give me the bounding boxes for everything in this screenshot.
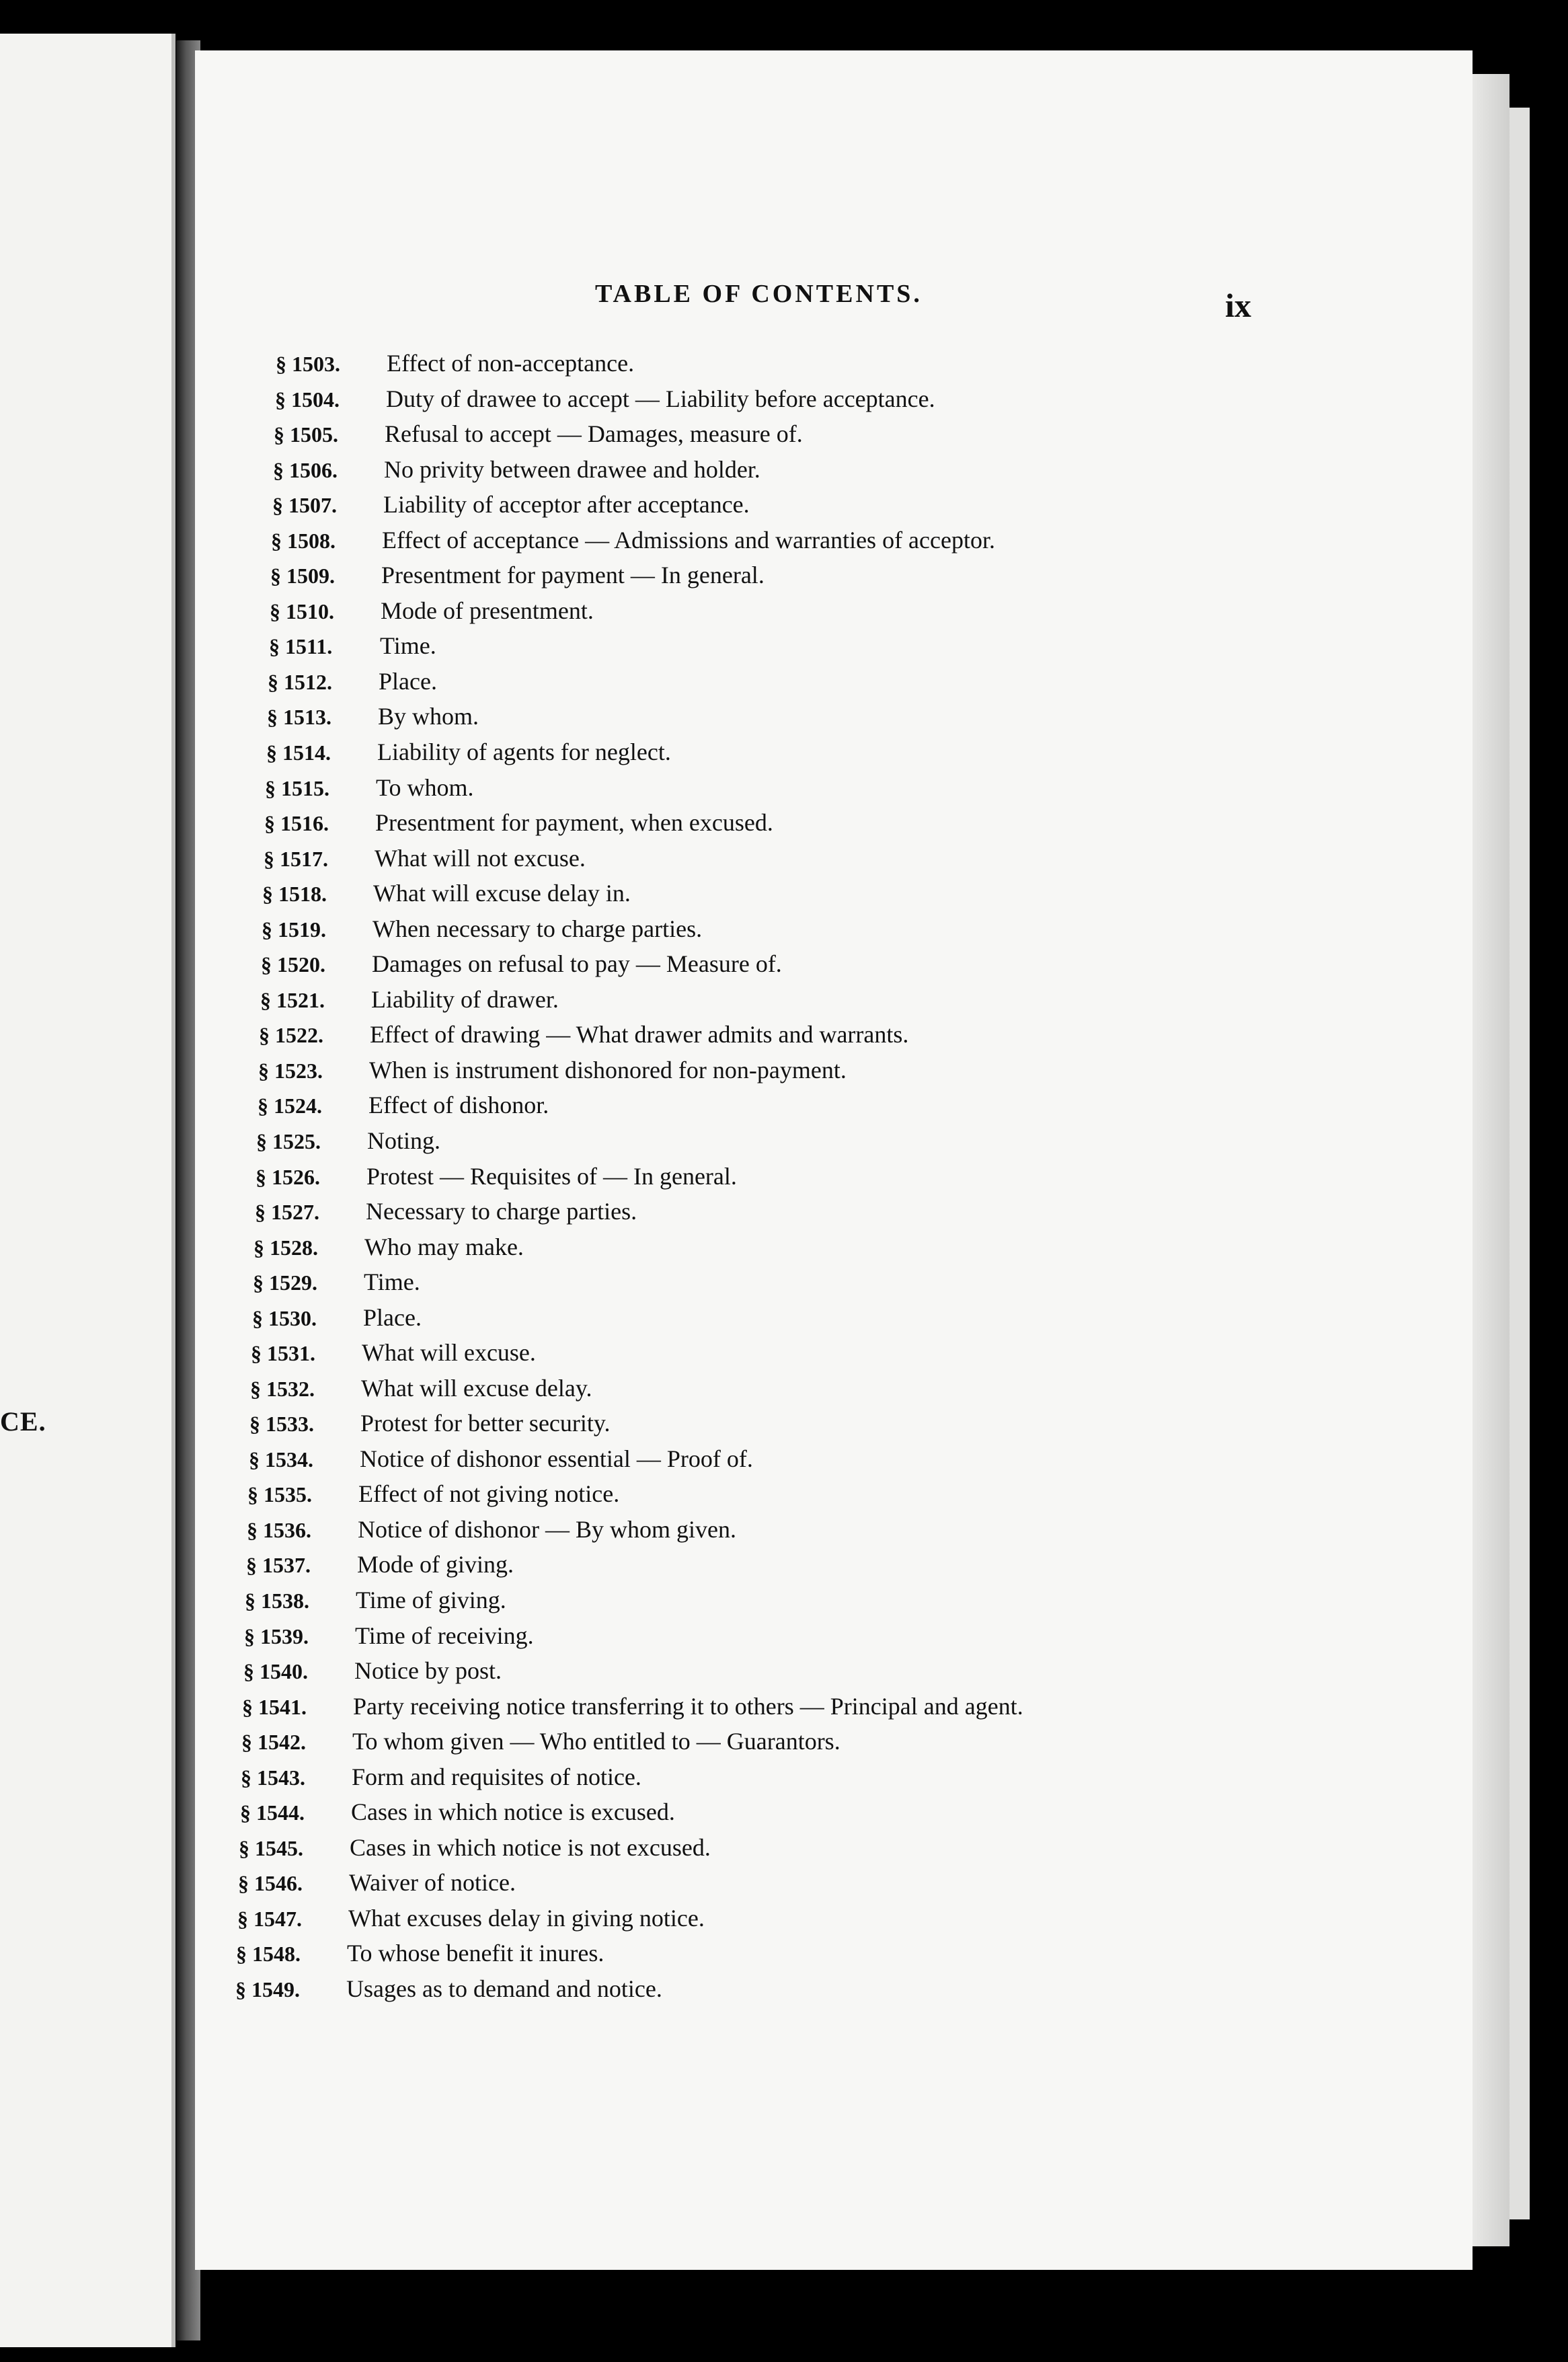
section-number: § 1529. bbox=[253, 1270, 317, 1295]
toc-entry bbox=[265, 773, 473, 803]
section-number: § 1531. bbox=[251, 1341, 315, 1365]
toc-entry bbox=[239, 1833, 711, 1863]
section-number: § 1515. bbox=[265, 776, 329, 800]
page-edge bbox=[1473, 74, 1510, 2246]
toc-entry bbox=[256, 1161, 737, 1192]
section-number: § 1521. bbox=[260, 988, 325, 1012]
section-number: § 1546. bbox=[238, 1871, 303, 1895]
section-title: To whom given — Who entitled to — Guarantors. bbox=[352, 1728, 840, 1755]
section-number: § 1506. bbox=[273, 458, 338, 482]
section-number: § 1517. bbox=[264, 847, 328, 871]
page-edge-back bbox=[1510, 108, 1530, 2219]
toc-entry bbox=[241, 1762, 641, 1792]
toc-entry bbox=[273, 455, 760, 485]
section-title: By whom. bbox=[378, 703, 479, 730]
toc-entry bbox=[260, 985, 559, 1015]
section-number: § 1527. bbox=[255, 1200, 319, 1224]
section-number: § 1520. bbox=[261, 952, 325, 977]
section-title: Cases in which notice is excused. bbox=[351, 1798, 675, 1825]
toc-entry bbox=[253, 1232, 524, 1262]
section-title: Effect of dishonor. bbox=[368, 1092, 549, 1118]
section-number: § 1525. bbox=[256, 1129, 321, 1153]
section-number: § 1526. bbox=[256, 1165, 320, 1189]
section-title: Form and requisites of notice. bbox=[352, 1763, 641, 1790]
section-number: § 1505. bbox=[274, 422, 338, 447]
toc-entry bbox=[247, 1515, 736, 1545]
section-number: § 1528. bbox=[253, 1235, 318, 1260]
toc-entry bbox=[235, 1974, 662, 2004]
section-number: § 1512. bbox=[268, 670, 332, 694]
section-title: Time. bbox=[380, 632, 436, 659]
section-title: Duty of drawee to accept — Liability before acceptance. bbox=[386, 385, 935, 412]
section-title: Mode of giving. bbox=[357, 1551, 514, 1578]
toc-entry bbox=[270, 596, 594, 626]
toc-entry bbox=[238, 1868, 516, 1898]
section-title: Presentment for payment — In general. bbox=[381, 562, 765, 588]
toc-entry bbox=[247, 1479, 619, 1509]
section-title: Liability of acceptor after acceptance. bbox=[383, 491, 750, 518]
section-title: Refusal to accept — Damages, measure of. bbox=[385, 420, 803, 447]
section-title: Mode of presentment. bbox=[381, 597, 594, 624]
section-number: § 1519. bbox=[262, 917, 326, 942]
section-title: Notice of dishonor essential — Proof of. bbox=[360, 1445, 753, 1472]
toc-entry bbox=[253, 1267, 420, 1297]
section-title: Effect of non-acceptance. bbox=[387, 350, 635, 377]
section-title: Notice by post. bbox=[354, 1657, 502, 1684]
toc-entry bbox=[249, 1408, 611, 1439]
toc-entry bbox=[252, 1303, 422, 1333]
section-title: Necessary to charge parties. bbox=[366, 1198, 637, 1225]
section-title: Notice of dishonor — By whom given. bbox=[358, 1516, 736, 1543]
toc-entry bbox=[241, 1726, 840, 1757]
section-title: To whose benefit it inures. bbox=[347, 1940, 604, 1967]
section-title: Protest — Requisites of — In general. bbox=[366, 1163, 737, 1190]
toc-entry bbox=[276, 348, 634, 379]
toc-entry bbox=[251, 1338, 536, 1368]
section-title: When necessary to charge parties. bbox=[373, 915, 703, 942]
toc-entry bbox=[272, 490, 750, 520]
section-number: § 1504. bbox=[275, 387, 340, 412]
section-title: Noting. bbox=[367, 1127, 441, 1154]
section-title: What will excuse. bbox=[362, 1339, 536, 1366]
section-number: § 1508. bbox=[271, 529, 336, 553]
toc-entry bbox=[258, 1090, 549, 1120]
toc-entry bbox=[268, 666, 437, 697]
section-number: § 1545. bbox=[239, 1836, 303, 1860]
toc-entry bbox=[245, 1585, 506, 1615]
section-title: Effect of drawing — What drawer admits and warrants. bbox=[370, 1021, 909, 1048]
section-title: What excuses delay in giving notice. bbox=[348, 1905, 705, 1932]
section-title: Party receiving notice transferring it to others — Principal and agent. bbox=[353, 1693, 1023, 1720]
toc-entry bbox=[246, 1550, 514, 1580]
toc-entry bbox=[242, 1691, 1023, 1722]
toc-entry bbox=[275, 384, 935, 414]
toc-entry bbox=[262, 878, 631, 909]
page bbox=[195, 50, 1473, 2270]
section-number: § 1524. bbox=[258, 1094, 322, 1118]
section-title: Place. bbox=[379, 668, 437, 695]
facing-page bbox=[0, 34, 175, 2347]
section-number: § 1537. bbox=[246, 1553, 311, 1577]
section-title: Damages on refusal to pay — Measure of. bbox=[372, 950, 782, 977]
section-number: § 1503. bbox=[276, 352, 340, 376]
section-title: Time of receiving. bbox=[355, 1622, 534, 1649]
section-title: Presentment for payment, when excused. bbox=[375, 809, 773, 836]
section-number: § 1518. bbox=[262, 882, 327, 906]
section-title: To whom. bbox=[376, 774, 474, 801]
toc-entry bbox=[255, 1196, 637, 1227]
section-title: What will excuse delay. bbox=[361, 1375, 592, 1402]
section-number: § 1510. bbox=[270, 599, 334, 623]
section-number: § 1544. bbox=[240, 1800, 305, 1825]
section-title: Protest for better security. bbox=[360, 1410, 611, 1437]
page-number: ix bbox=[1225, 287, 1251, 324]
section-number: § 1535. bbox=[247, 1482, 312, 1507]
section-title: Place. bbox=[363, 1304, 422, 1331]
section-number: § 1507. bbox=[272, 493, 337, 517]
section-title: Time of giving. bbox=[356, 1587, 506, 1613]
section-number: § 1536. bbox=[247, 1518, 311, 1542]
section-number: § 1522. bbox=[259, 1023, 323, 1047]
section-title: Liability of agents for neglect. bbox=[377, 738, 671, 765]
section-number: § 1532. bbox=[250, 1377, 315, 1401]
section-title: Usages as to demand and notice. bbox=[346, 1975, 662, 2002]
section-title: Effect of acceptance — Admissions and warranties of acceptor. bbox=[382, 527, 995, 554]
section-number: § 1513. bbox=[267, 705, 331, 729]
section-title: No privity between drawee and holder. bbox=[384, 456, 760, 483]
toc-entry bbox=[269, 631, 436, 661]
toc-entry bbox=[243, 1656, 502, 1686]
toc-entry bbox=[261, 949, 782, 979]
section-number: § 1539. bbox=[244, 1624, 309, 1648]
section-number: § 1523. bbox=[258, 1059, 323, 1083]
section-number: § 1547. bbox=[237, 1907, 302, 1931]
section-number: § 1516. bbox=[264, 811, 329, 835]
toc-entry bbox=[258, 1055, 847, 1085]
section-number: § 1534. bbox=[249, 1447, 313, 1472]
section-title: What will not excuse. bbox=[375, 845, 586, 872]
section-title: When is instrument dishonored for non-payment. bbox=[369, 1057, 847, 1083]
section-title: Waiver of notice. bbox=[349, 1869, 516, 1896]
toc-entry bbox=[271, 525, 995, 556]
section-number: § 1509. bbox=[270, 564, 335, 588]
section-title: Cases in which notice is not excused. bbox=[350, 1834, 711, 1861]
toc-entry bbox=[264, 808, 773, 838]
toc-entry bbox=[264, 843, 586, 874]
facing-page-fragment: CE. bbox=[0, 1406, 46, 1437]
toc-entry bbox=[267, 701, 479, 732]
section-title: What will excuse delay in. bbox=[373, 880, 631, 907]
section-title: Time. bbox=[364, 1268, 420, 1295]
toc-entry bbox=[259, 1020, 908, 1050]
section-number: § 1548. bbox=[236, 1942, 301, 1966]
toc-entry bbox=[237, 1903, 705, 1934]
section-number: § 1514. bbox=[266, 740, 331, 765]
toc-entry bbox=[266, 737, 671, 767]
toc-entry bbox=[274, 419, 803, 449]
toc-entry bbox=[240, 1797, 675, 1827]
section-number: § 1540. bbox=[243, 1659, 308, 1683]
toc-entry bbox=[236, 1938, 604, 1969]
section-number: § 1542. bbox=[241, 1730, 306, 1754]
toc-entry bbox=[249, 1444, 753, 1474]
section-number: § 1543. bbox=[241, 1765, 305, 1790]
toc-entry bbox=[270, 560, 765, 590]
running-header: TABLE OF CONTENTS. bbox=[595, 280, 923, 308]
section-number: § 1541. bbox=[242, 1695, 307, 1719]
section-title: Who may make. bbox=[364, 1233, 524, 1260]
toc-entry bbox=[262, 914, 702, 944]
section-number: § 1538. bbox=[245, 1589, 309, 1613]
section-number: § 1533. bbox=[249, 1412, 314, 1436]
section-title: Liability of drawer. bbox=[371, 986, 559, 1013]
section-number: § 1530. bbox=[252, 1306, 317, 1330]
toc-entry bbox=[244, 1621, 534, 1651]
section-title: Effect of not giving notice. bbox=[358, 1480, 620, 1507]
toc-entry bbox=[256, 1126, 440, 1156]
section-number: § 1549. bbox=[235, 1977, 300, 2002]
section-number: § 1511. bbox=[269, 634, 333, 658]
toc-entry bbox=[250, 1373, 592, 1404]
